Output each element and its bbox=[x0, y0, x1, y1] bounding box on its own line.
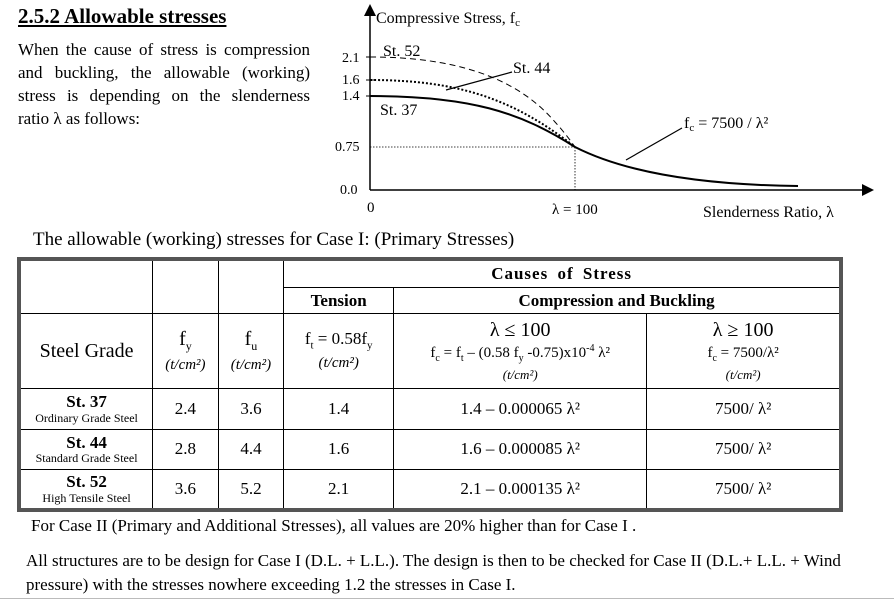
fy-cell: 2.8 bbox=[153, 429, 219, 469]
stress-chart bbox=[330, 0, 890, 228]
lambda-ge-cell: 7500/ λ² bbox=[647, 429, 841, 469]
y-tick-1-4: 1.4 bbox=[342, 89, 360, 104]
tension-header: Tension bbox=[284, 287, 394, 313]
lambda-ge-cell: 7500/ λ² bbox=[647, 469, 841, 510]
intro-paragraph: When the cause of stress is compression and buckling, the allowable (working) stress is depending on the slenderness ratio λ as follows: bbox=[18, 40, 310, 128]
y-tick-2-1: 2.1 bbox=[342, 51, 360, 66]
st44-leader bbox=[446, 72, 512, 90]
fu-cell: 3.6 bbox=[218, 389, 284, 429]
fy-header: $f_y$ (t/cm²) bbox=[153, 314, 219, 389]
grade-cell: St. 44 Standard Grade Steel bbox=[19, 429, 153, 469]
allowable-stress-table bbox=[17, 257, 843, 512]
formula-label: fc = 7500 / λ² bbox=[684, 115, 769, 134]
formula-leader bbox=[626, 128, 682, 160]
lambda-le-cell: 2.1 – 0.000135 λ² bbox=[394, 469, 647, 510]
empty-fy-top bbox=[153, 259, 219, 314]
table-row bbox=[19, 469, 841, 510]
lambda-le-cell: 1.6 – 0.000085 λ² bbox=[394, 429, 647, 469]
ft-header: $f_t = 0.58f_y$ (t/cm²) bbox=[284, 314, 394, 389]
grade-cell: St. 37 Ordinary Grade Steel bbox=[19, 389, 153, 429]
compression-header: Compression and Buckling bbox=[394, 287, 841, 313]
st37-label: St. 37 bbox=[380, 102, 418, 119]
lambda-ge-header: λ ≥ 100 $f_c = 7500/\lambda^2$ (t/cm²) bbox=[647, 314, 841, 389]
ft-cell: 1.4 bbox=[284, 389, 394, 429]
table-row bbox=[19, 389, 841, 429]
empty-corner bbox=[19, 259, 153, 314]
bottom-divider bbox=[0, 598, 894, 599]
ft-cell: 1.6 bbox=[284, 429, 394, 469]
empty-fu-top bbox=[218, 259, 284, 314]
grade-cell: St. 52 High Tensile Steel bbox=[19, 469, 153, 510]
y-tick-0-75: 0.75 bbox=[335, 140, 360, 155]
case-ii-footnote: For Case II (Primary and Additional Stresses), all values are 20% higher than for Case I . bbox=[31, 516, 637, 535]
y-tick-1-6: 1.6 bbox=[342, 73, 360, 88]
steel-grade-header: Steel Grade bbox=[19, 314, 153, 389]
fu-cell: 4.4 bbox=[218, 429, 284, 469]
fu-header: $f_u$ (t/cm²) bbox=[218, 314, 284, 389]
table-title: The allowable (working) stresses for Case I: (Primary Stresses) bbox=[33, 229, 515, 250]
y-axis-label: Compressive Stress, fc bbox=[376, 10, 520, 29]
fy-cell: 2.4 bbox=[153, 389, 219, 429]
x-tick-0: 0 bbox=[367, 200, 375, 216]
lambda-ge-cell: 7500/ λ² bbox=[647, 389, 841, 429]
design-note: All structures are to be design for Case I (D.L. + L.L.). The design is then to be checked for Case II (D.L.+ L.L. + Wind pressure) with the stresses nowhere exceeding 1.2 the stresses in Case I. bbox=[26, 551, 841, 594]
x-tick-100: λ = 100 bbox=[552, 202, 598, 218]
st44-label: St. 44 bbox=[513, 60, 551, 77]
section-heading: 2.5.2 Allowable stresses bbox=[18, 4, 227, 28]
x-axis-label: Slenderness Ratio, λ bbox=[703, 204, 834, 221]
lambda-le-cell: 1.4 – 0.000065 λ² bbox=[394, 389, 647, 429]
lambda-le-header: λ ≤ 100 $f_c = f_t - (0.58$ $f_y$ $-0.75)x10^{-4}$ λ² (t/cm²) bbox=[394, 314, 647, 389]
st52-label: St. 52 bbox=[383, 43, 421, 60]
causes-of-stress-header: Causes of Stress bbox=[284, 259, 841, 287]
y-tick-0-0: 0.0 bbox=[340, 183, 358, 198]
fy-cell: 3.6 bbox=[153, 469, 219, 510]
euler-curve bbox=[575, 147, 798, 186]
table-row bbox=[19, 429, 841, 469]
ft-cell: 2.1 bbox=[284, 469, 394, 510]
fu-cell: 5.2 bbox=[218, 469, 284, 510]
